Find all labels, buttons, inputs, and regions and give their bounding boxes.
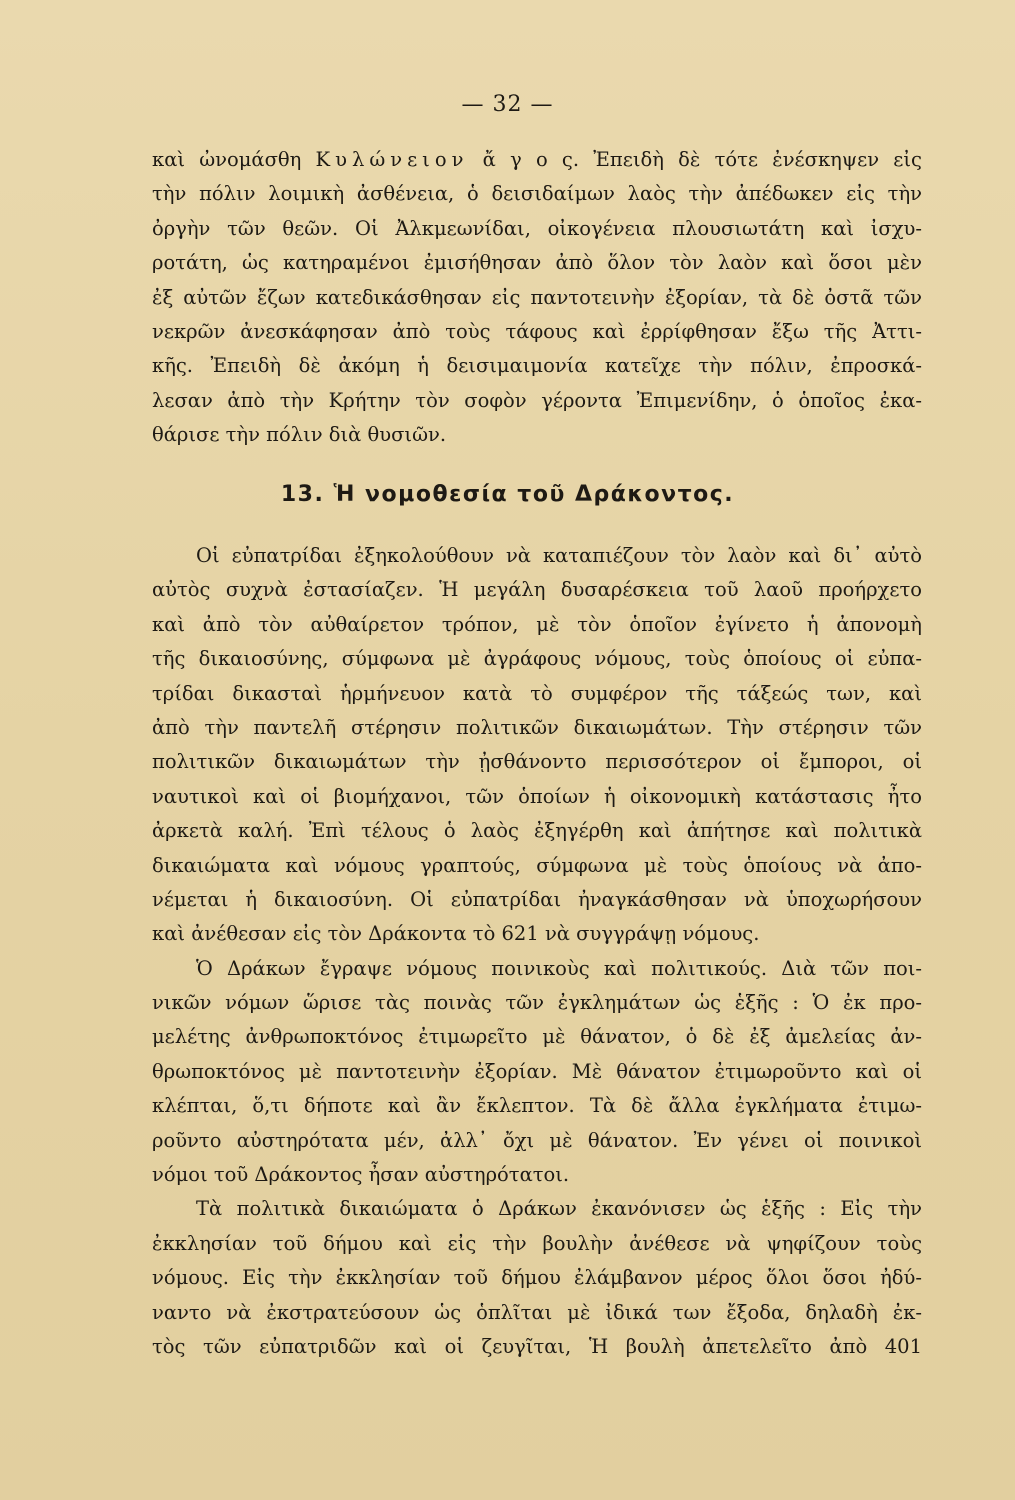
text-line: Ὁ Δράκων ἔγραψε νόμους ποινικοὺς καὶ πολιτικούς. Διὰ τῶν ποι- bbox=[196, 956, 922, 980]
text-line: κλέπται, ὅ,τι δήποτε καὶ ἂν ἔκλεπτον. Τὰ δὲ ἄλλα ἐγκλήματα ἐτιμω- bbox=[152, 1094, 922, 1118]
text-line: ἀπὸ τὴν παντελῆ στέρησιν πολιτικῶν δικαιωμάτων. Τὴν στέρησιν τῶν bbox=[152, 715, 922, 739]
text-line: δικαιώματα καὶ νόμους γραπτούς, σύμφωνα μὲ τοὺς ὁποίους νὰ ἀπο- bbox=[152, 853, 922, 877]
section-heading: 13. Ἡ νομοθεσία τοῦ Δράκοντος. bbox=[280, 482, 735, 507]
text-line: νόμοι τοῦ Δράκοντος ἦσαν αὐστηρότατοι. bbox=[152, 1163, 570, 1187]
text-line: τῆς δικαιοσύνης, σύμφωνα μὲ ἀγράφους νόμους, τοὺς ὁποίους οἱ εὐπα- bbox=[152, 647, 922, 671]
paragraph-4 bbox=[152, 1192, 922, 1364]
text-line: νόμους. Εἰς τὴν ἐκκλησίαν τοῦ δήμου ἐλάμβανον μέρος ὅλοι ὅσοι ἠδύ- bbox=[152, 1266, 922, 1290]
text-line: αὐτὸς συχνὰ ἐστασίαζεν. Ἡ μεγάλη δυσαρέσκεια τοῦ λαοῦ προήρχετο bbox=[152, 578, 922, 602]
paragraph-2 bbox=[152, 539, 922, 952]
text-line: τρίδαι δικασταὶ ἡρμήνευον κατὰ τὸ συμφέρον τῆς τάξεώς των, καὶ bbox=[152, 681, 922, 705]
text-line: ροῦντο αὐστηρότατα μέν, ἀλλ᾽ ὄχι μὲ θάνατον. Ἐν γένει οἱ ποινικοὶ bbox=[152, 1128, 922, 1152]
text-line-spaced: Κυλώνειον bbox=[315, 148, 469, 171]
text-line: θάρισε τὴν πόλιν διὰ θυσιῶν. bbox=[152, 423, 447, 447]
section-body bbox=[152, 539, 922, 1364]
text-line bbox=[152, 143, 922, 177]
text-line: ἐκκλησίαν τοῦ δήμου καὶ εἰς τὴν βουλὴν ἀνέθεσε νὰ ψηφίζουν τοὺς bbox=[152, 1231, 922, 1255]
text-line: ἐξ αὐτῶν ἔζων κατεδικάσθησαν εἰς παντοτεινὴν ἐξορίαν, τὰ δὲ ὀστᾶ τῶν bbox=[152, 285, 922, 309]
text-line: ναντο νὰ ἐκστρατεύσουν ὡς ὁπλῖται μὲ ἰδικά των ἔξοδα, δηλαδὴ ἐκ- bbox=[152, 1300, 922, 1324]
text-line: ναυτικοὶ καὶ οἱ βιομήχανοι, τῶν ὁποίων ἡ οἰκονομικὴ κατάστασις ἦτο bbox=[152, 784, 922, 808]
text-line-lead: καὶ ὠνομάσθη bbox=[152, 148, 302, 171]
text-line: μελέτης ἀνθρωποκτόνος ἐτιμωρεῖτο μὲ θάνατον, ὁ δὲ ἐξ ἀμελείας ἀν- bbox=[152, 1025, 922, 1049]
page-number: — 32 — bbox=[461, 92, 554, 117]
paragraph-1 bbox=[152, 143, 922, 453]
text-line: νεκρῶν ἀνεσκάφησαν ἀπὸ τοὺς τάφους καὶ ἐρρίφθησαν ἔξω τῆς Ἀττι- bbox=[152, 319, 922, 343]
text-line: κῆς. Ἐπειδὴ δὲ ἀκόμη ἡ δεισιμαιμονία κατεῖχε τὴν πόλιν, ἐπροσκά- bbox=[152, 354, 922, 378]
text-line: νικῶν νόμων ὥρισε τὰς ποινὰς τῶν ἐγκλημάτων ὡς ἑξῆς : Ὁ ἐκ προ- bbox=[152, 991, 922, 1015]
text-line: Οἱ εὐπατρίδαι ἐξηκολούθουν νὰ καταπιέζουν τὸν λαὸν καὶ δι᾽ αὐτὸ bbox=[196, 544, 922, 567]
text-line: τὴν πόλιν λοιμικὴ ἀσθένεια, ὁ δεισιδαίμων λαὸς τὴν ἀπέδωκεν εἰς τὴν bbox=[152, 182, 922, 206]
text-line: θρωποκτόνος μὲ παντοτεινὴν ἐξορίαν. Μὲ θάνατον ἐτιμωροῦντο καὶ οἱ bbox=[152, 1059, 922, 1083]
text-line: τὸς τῶν εὐπατριδῶν καὶ οἱ ζευγῖται, Ἡ βουλὴ ἀπετελεῖτο ἀπὸ 401 bbox=[152, 1334, 922, 1358]
text-line: ροτάτη, ὡς κατηραμένοι ἐμισήθησαν ἀπὸ ὅλον τὸν λαὸν καὶ ὅσοι μὲν bbox=[152, 251, 922, 275]
paragraph-3 bbox=[152, 952, 922, 1193]
text-line: καὶ ἀπὸ τὸν αὐθαίρετον τρόπον, μὲ τὸν ὁποῖον ἐγίνετο ἡ ἀπονομὴ bbox=[152, 612, 922, 636]
text-line: πολιτικῶν δικαιωμάτων τὴν ᾐσθάνοντο περισσότερον οἱ ἔμποροι, οἱ bbox=[152, 750, 922, 774]
text-line: Τὰ πολιτικὰ δικαιώματα ὁ Δράκων ἐκανόνισεν ὡς ἑξῆς : Εἰς τὴν bbox=[196, 1197, 922, 1221]
text-line: νέμεται ἡ δικαιοσύνη. Οἱ εὐπατρίδαι ἠναγκάσθησαν νὰ ὑποχωρήσουν bbox=[152, 887, 922, 911]
text-line: λεσαν ἀπὸ τὴν Κρήτην τὸν σοφὸν γέροντα Ἐπιμενίδην, ὁ ὁποῖος ἐκα- bbox=[152, 388, 922, 412]
text-line: ἀρκετὰ καλή. Ἐπὶ τέλους ὁ λαὸς ἐξηγέρθη καὶ ἀπήτησε καὶ πολιτικὰ bbox=[152, 819, 922, 843]
text-line-rest: ἄ γ ο ς. Ἐπειδὴ δὲ τότε ἐνέσκηψεν εἰς bbox=[482, 148, 922, 171]
text-line: καὶ ἀνέθεσαν εἰς τὸν Δράκοντα τὸ 621 νὰ συγγράψῃ νόμους. bbox=[152, 922, 760, 946]
text-line: ὀργὴν τῶν θεῶν. Οἱ Ἀλκμεωνίδαι, οἰκογένεια πλουσιωτάτη καὶ ἰσχυ- bbox=[152, 216, 922, 240]
